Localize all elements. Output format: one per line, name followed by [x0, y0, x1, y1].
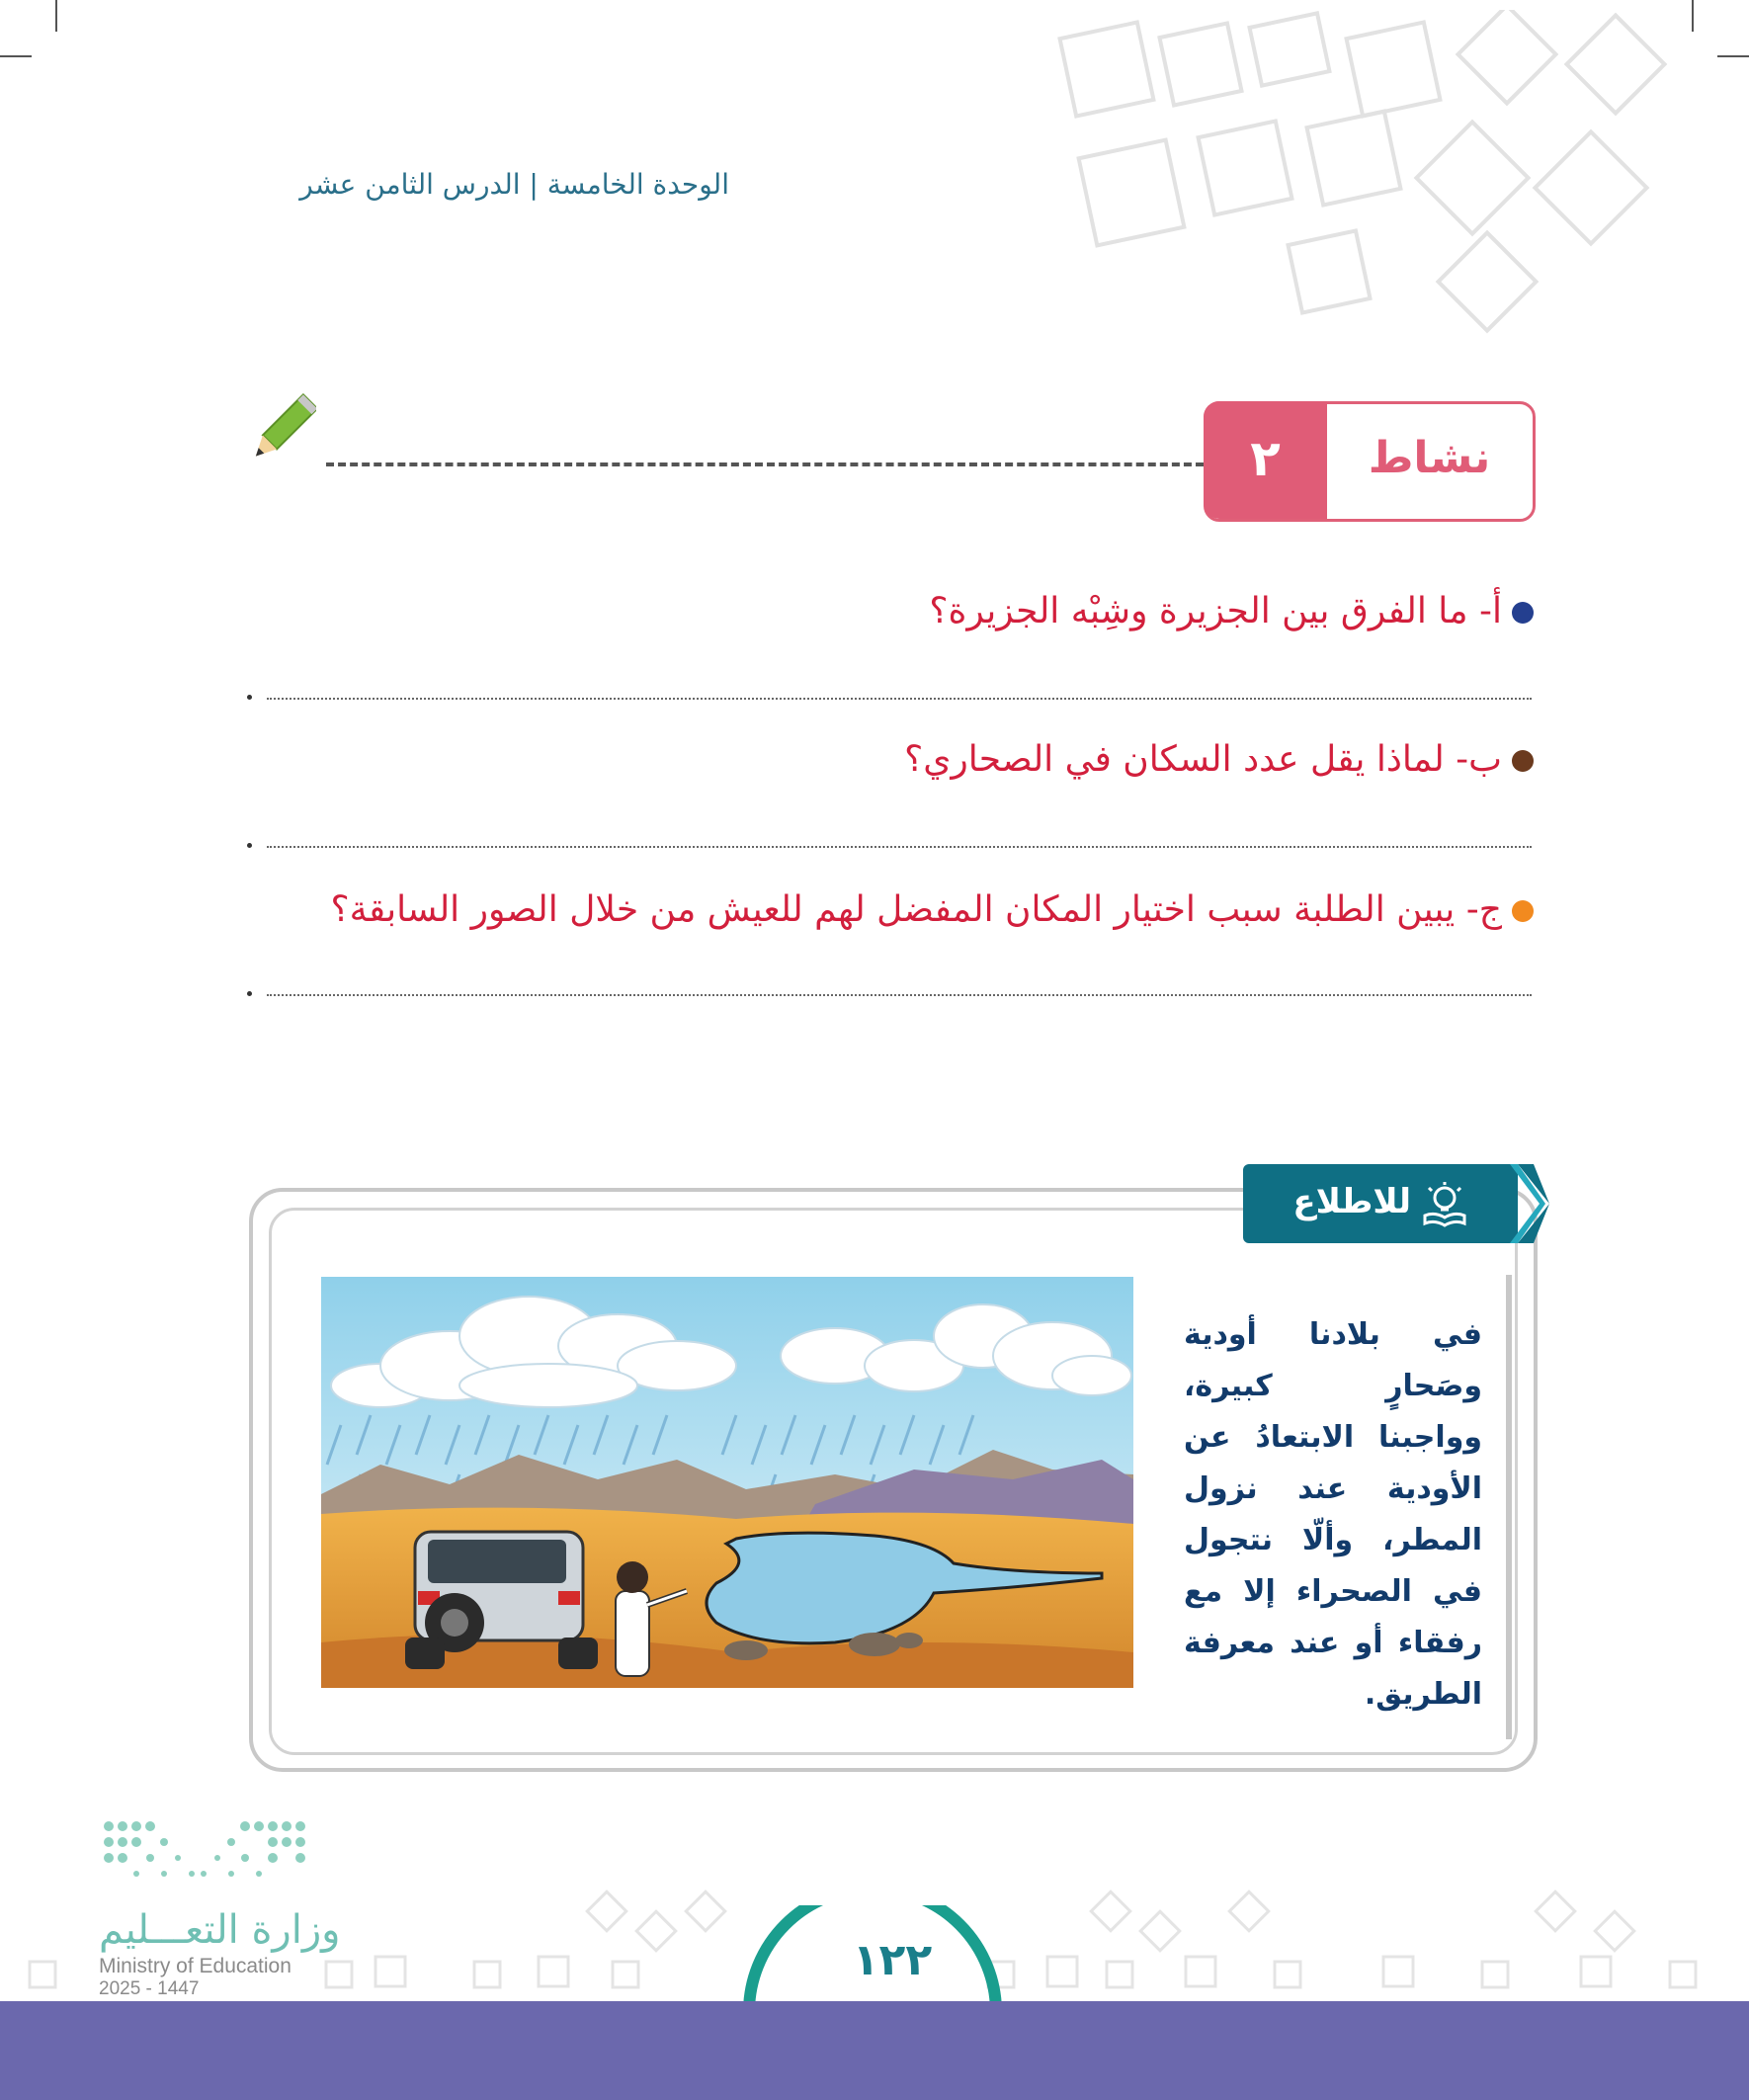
question-c — [330, 889, 1534, 930]
crop-mark — [1717, 55, 1749, 57]
activity-divider — [326, 462, 1204, 466]
bullet-icon — [1512, 602, 1534, 624]
answer-line-end — [247, 843, 252, 848]
answer-line[interactable] — [267, 698, 1532, 700]
answer-line-end — [247, 695, 252, 700]
question-a — [929, 591, 1534, 631]
ministry-name-ar: وزارة التعـــليم — [99, 1907, 341, 1953]
page-number: ١٢٢ — [852, 1935, 933, 1985]
lightbulb-book-icon — [1421, 1180, 1468, 1227]
answer-line-end — [247, 991, 252, 996]
question-text: ج- يبين الطلبة سبب اختيار المكان المفضل لهم للعيش من خلال الصور السابقة؟ — [330, 889, 1502, 930]
answer-line[interactable] — [267, 994, 1532, 996]
ministry-logo — [99, 1816, 316, 1895]
activity-number: ٢ — [1204, 401, 1327, 519]
question-text: أ- ما الفرق بين الجزيرة وشِبْه الجزيرة؟ — [929, 591, 1502, 631]
crop-mark — [55, 0, 57, 32]
info-paragraph: في بلادنا أودية وصَحارٍ كبيرة، وواجبنا الابتعادُ عن الأودية عند نزول المطر، وألّا نتجول في الصحراء إلا مع رفقاء أو عند معرفة الطريق. — [1184, 1317, 1482, 1712]
ministry-name-en: Ministry of Education — [99, 1955, 292, 1977]
activity-label: نشاط — [1368, 433, 1491, 483]
crop-mark — [0, 55, 32, 57]
question-text: ب- لماذا يقل عدد السكان في الصحاري؟ — [904, 739, 1502, 780]
info-frame-bar — [1506, 1275, 1512, 1739]
bullet-icon — [1512, 750, 1534, 772]
ministry-year: 2025 - 1447 — [99, 1978, 200, 1999]
question-b — [904, 739, 1534, 780]
banner-arrow-icon — [1510, 1164, 1549, 1243]
info-banner-title: للاطلاع — [1292, 1182, 1411, 1221]
answer-line[interactable] — [267, 846, 1532, 848]
bullet-icon — [1512, 900, 1534, 922]
footer-bar — [0, 2001, 1749, 2100]
desert-rain-illustration — [321, 1277, 1133, 1688]
pencil-icon — [247, 393, 316, 464]
info-banner — [1243, 1164, 1518, 1243]
breadcrumb: الوحدة الخامسة | الدرس الثامن عشر — [299, 168, 729, 201]
decorative-pattern — [1028, 10, 1709, 336]
